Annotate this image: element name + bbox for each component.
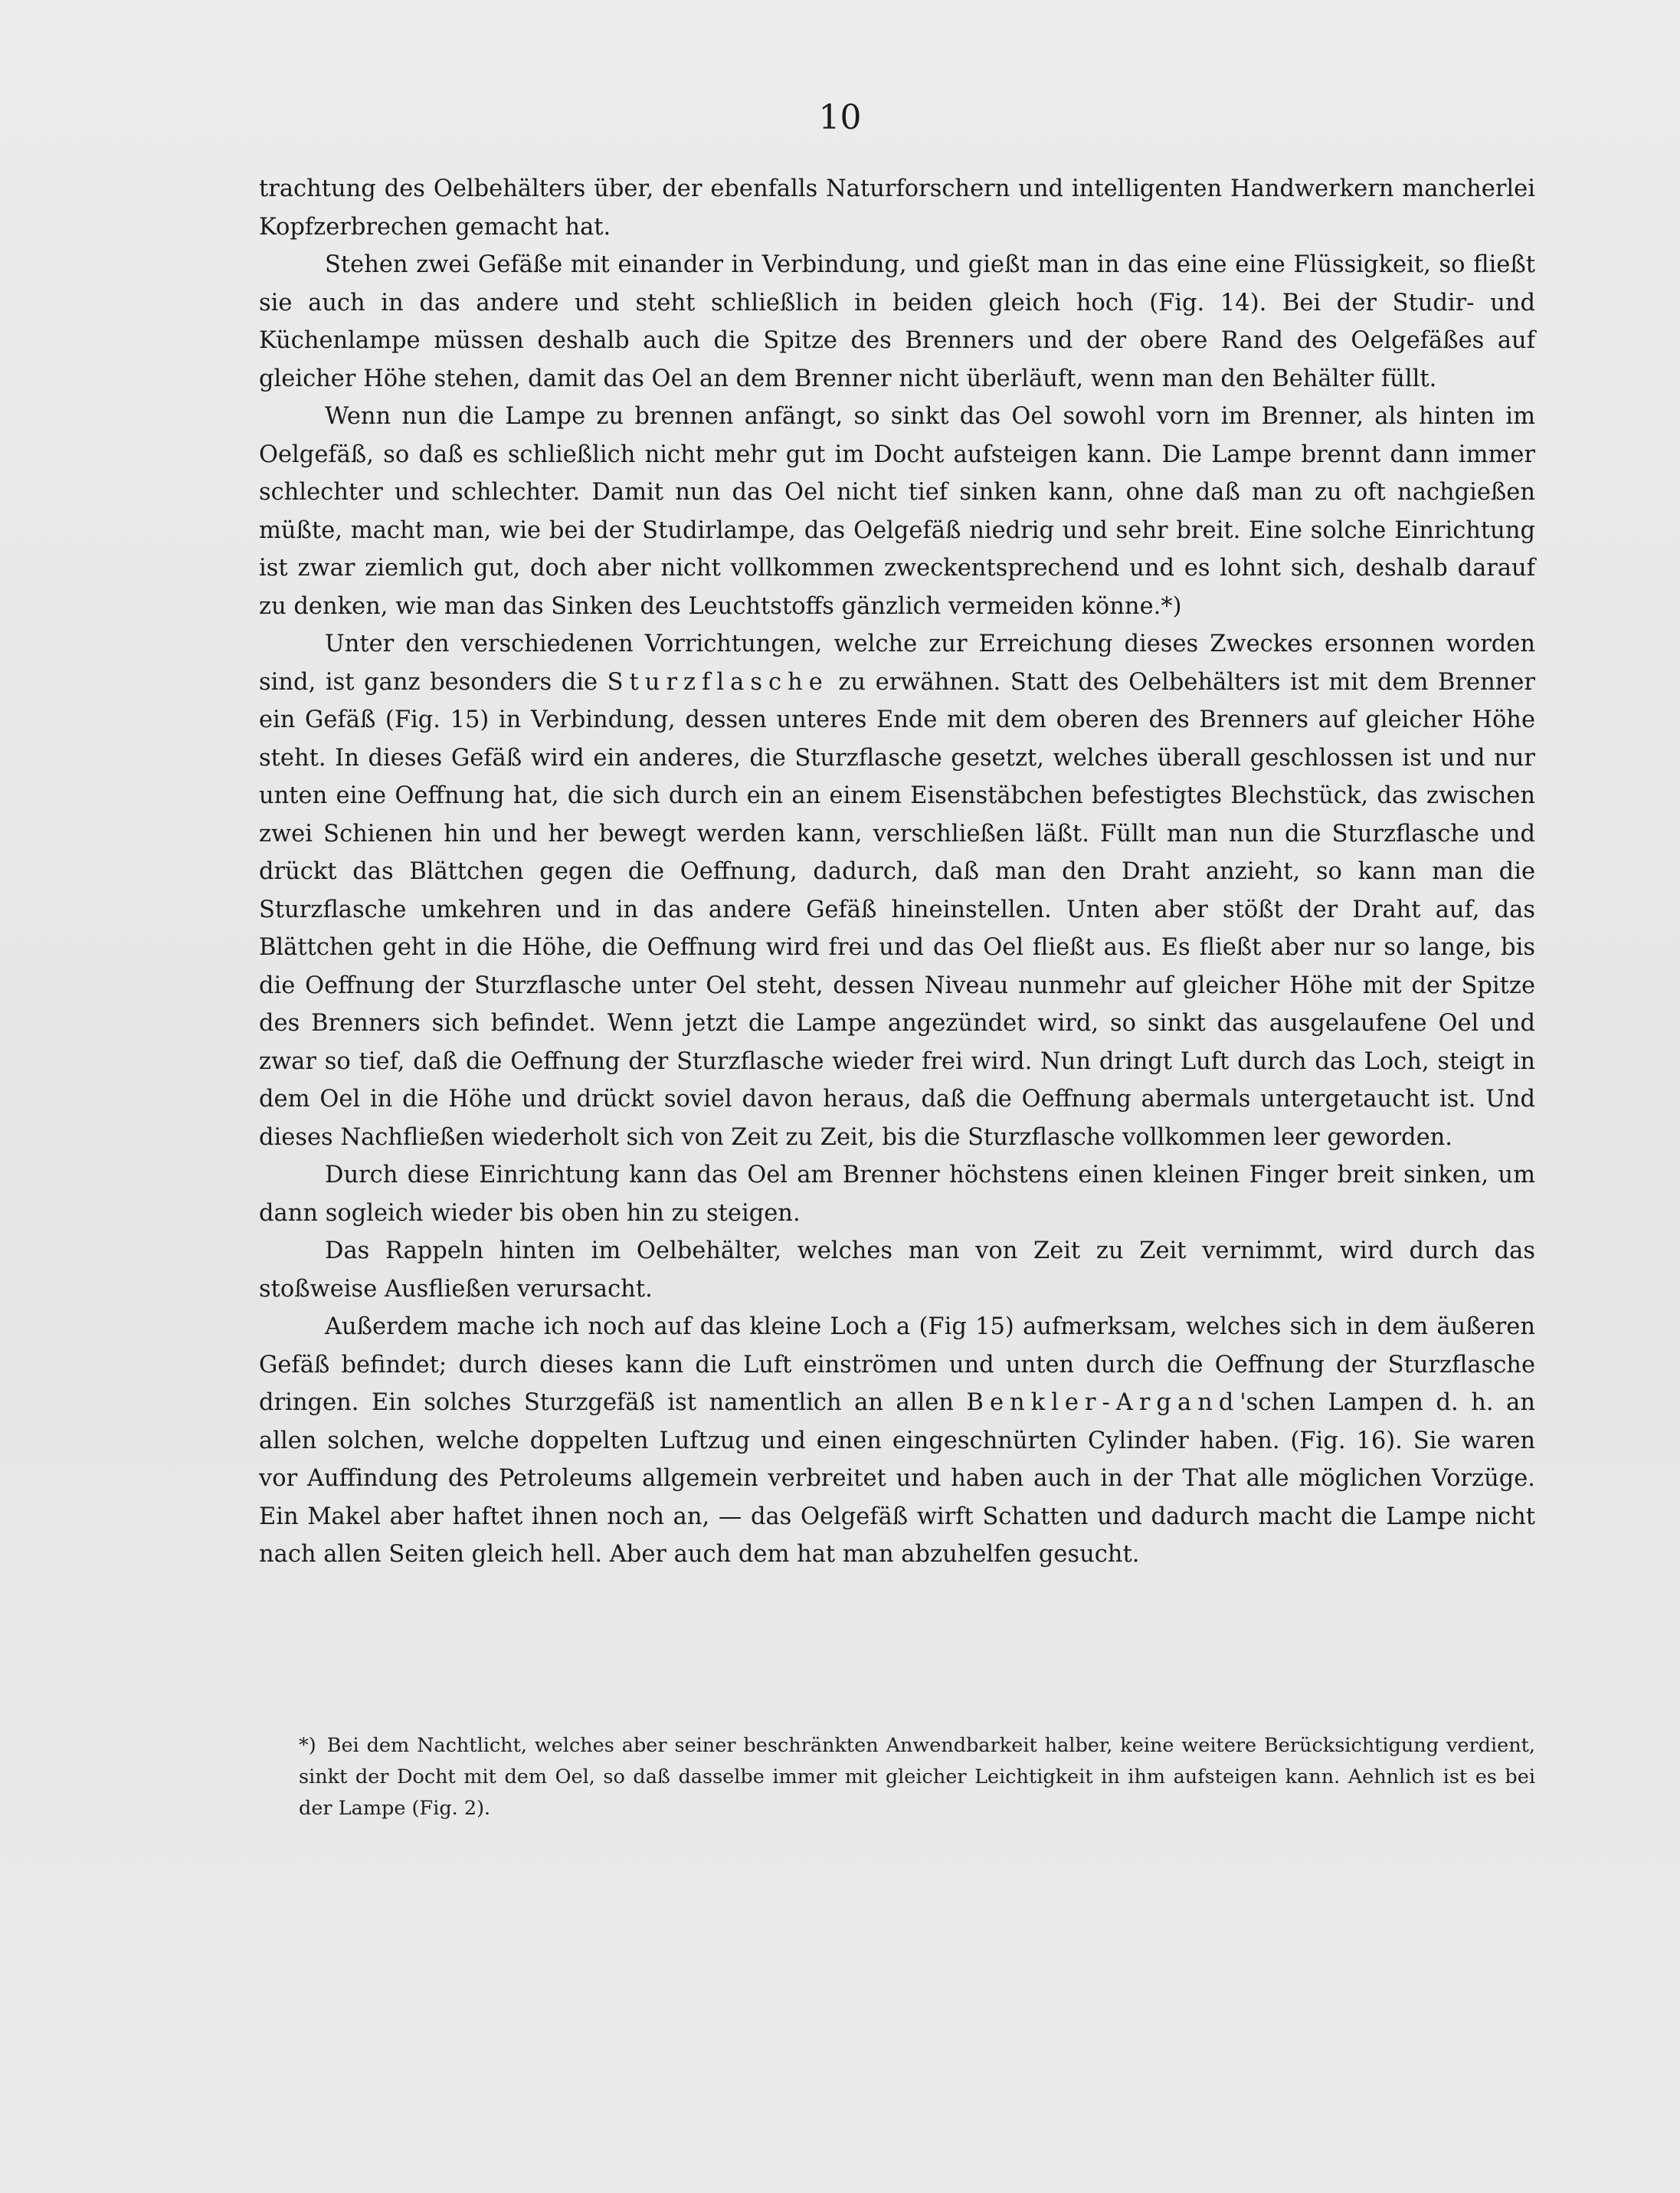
paragraph-2: Stehen zwei Gefäße mit einander in Verbindung, und gießt man in das eine eine Flüssigkeit, so fließt sie auch in das andere und steht schließlich in beiden gleich hoch (Fig. 14). Bei der Studir- und Küchenlampe müssen deshalb auch die Spitze des Brenners und der obere Rand des Oelgefäßes auf gleicher Höhe stehen, damit das Oel an dem Brenner nicht überläuft, wenn man den Behälter füllt. <box>259 251 1535 392</box>
paragraph-6: Das Rappeln hinten im Oelbehälter, welches man von Zeit zu Zeit vernimmt, wird durch das stoßweise Ausfließen verursacht. <box>259 1237 1535 1303</box>
paragraph-3: Wenn nun die Lampe zu brennen anfängt, so sinkt das Oel sowohl vorn im Brenner, als hinten im Oelgefäß, so daß es schließlich nicht mehr gut im Docht aufsteigen kann. Die Lampe brennt dann immer schlechter und schlechter. Damit nun das Oel nicht tief sinken kann, ohne daß man zu oft nachgießen müßte, macht man, wie bei der Studirlampe, das Oelgefäß niedrig und sehr breit. Eine solche Einrichtung ist zwar ziemlich gut, doch aber nicht vollkommen zweckentsprechend und es lohnt sich, deshalb darauf zu denken, wie man das Sinken des Leuchtstoffs gänzlich vermeiden könne.*) <box>259 403 1535 620</box>
footnote-text: Bei dem Nachtlicht, welches aber seiner beschränkten Anwendbarkeit halber, keine weitere Berücksichtigung verdient, sinkt der Docht mit dem Oel, so daß dasselbe immer mit gleicher Leichtigkeit in ihm aufsteigen kann. Aehnlich ist es bei der Lampe (Fig. 2). <box>299 1734 1535 1820</box>
paragraph-4-part-2: zu erwähnen. Statt des Oelbehälters ist mit dem Brenner ein Gefäß (Fig. 15) in Verbindung, dessen unteres Ende mit dem oberen des Brenners auf gleicher Höhe steht. In dieses Gefäß wird ein anderes, die Sturzflasche gesetzt, welches überall geschlossen ist und nur unten eine Oeffnung hat, die sich durch ein an einem Eisenstäbchen befestigtes Blechstück, das zwischen zwei Schienen hin und her bewegt werden kann, verschließen läßt. Füllt man nun die Sturzflasche und drückt das Blättchen gegen die Oeffnung, dadurch, daß man den Draht anzieht, so kann man die Sturzflasche umkehren und in das andere Gefäß hineinstellen. Unten aber stößt der Draht auf, das Blättchen geht in die Höhe, die Oeffnung wird frei und das Oel fließt aus. Es fließt aber nur so lange, bis die Oeffnung der Sturzflasche unter Oel steht, dessen Niveau nunmehr auf gleicher Höhe mit der Spitze des Brenners sich befindet. Wenn jetzt die Lampe angezündet wird, so sinkt das ausgelaufene Oel und zwar so tief, daß die Oeffnung der Sturzflasche wieder frei wird. Nun dringt Luft durch das Loch, steigt in dem Oel in die Höhe und drückt soviel davon heraus, daß die Oeffnung abermals untergetaucht ist. Und dieses Nachfließen wiederholt sich von Zeit zu Zeit, bis die Sturzflasche vollkommen leer geworden. <box>259 668 1535 1151</box>
paragraph-7-part-1: Außerdem mache ich noch auf das kleine Loch a (Fig 15) aufmerksam, welches sich in dem äußeren Gefäß befindet; durch dieses kann die Luft einströmen und unten durch die Oeffnung der Sturzflasche dringen. Ein solches Sturzgefäß ist namentlich an allen <box>259 1313 1535 1416</box>
term-benkler-argand: Benkler-Argand <box>966 1389 1240 1416</box>
term-sturzflasche: Sturzflasche <box>607 668 829 696</box>
body-text <box>259 170 1535 1574</box>
paragraph-7 <box>259 1308 1535 1574</box>
footnote-marker: *) <box>299 1734 316 1757</box>
paragraph-7-part-2: 'schen Lampen d. h. an allen solchen, welche doppelten Luftzug und einen eingeschnürten Cylinder haben. (Fig. 16). Sie waren vor Auffindung des Petroleums allgemein verbreitet und haben auch in der That alle möglichen Vorzüge. Ein Makel aber haftet ihnen noch an, — das Oelgefäß wirft Schatten und dadurch macht die Lampe nicht nach allen Seiten gleich hell. Aber auch dem hat man abzuhelfen gesucht. <box>259 1389 1535 1568</box>
paragraph-4-part-1: Unter den verschiedenen Vorrichtungen, welche zur Erreichung dieses Zweckes ersonnen worden sind, ist ganz besonders die <box>259 631 1535 696</box>
paragraph-4 <box>259 625 1535 1156</box>
page-number: 10 <box>818 98 862 137</box>
paragraph-5: Durch diese Einrichtung kann das Oel am Brenner höchstens einen kleinen Finger breit sinken, um dann sogleich wieder bis oben hin zu steigen. <box>259 1162 1535 1227</box>
paragraph-1: trachtung des Oelbehälters über, der ebenfalls Naturforschern und intelligenten Handwerkern mancherlei Kopfzerbrechen gemacht hat. <box>259 175 1535 241</box>
footnote <box>299 1730 1535 1824</box>
